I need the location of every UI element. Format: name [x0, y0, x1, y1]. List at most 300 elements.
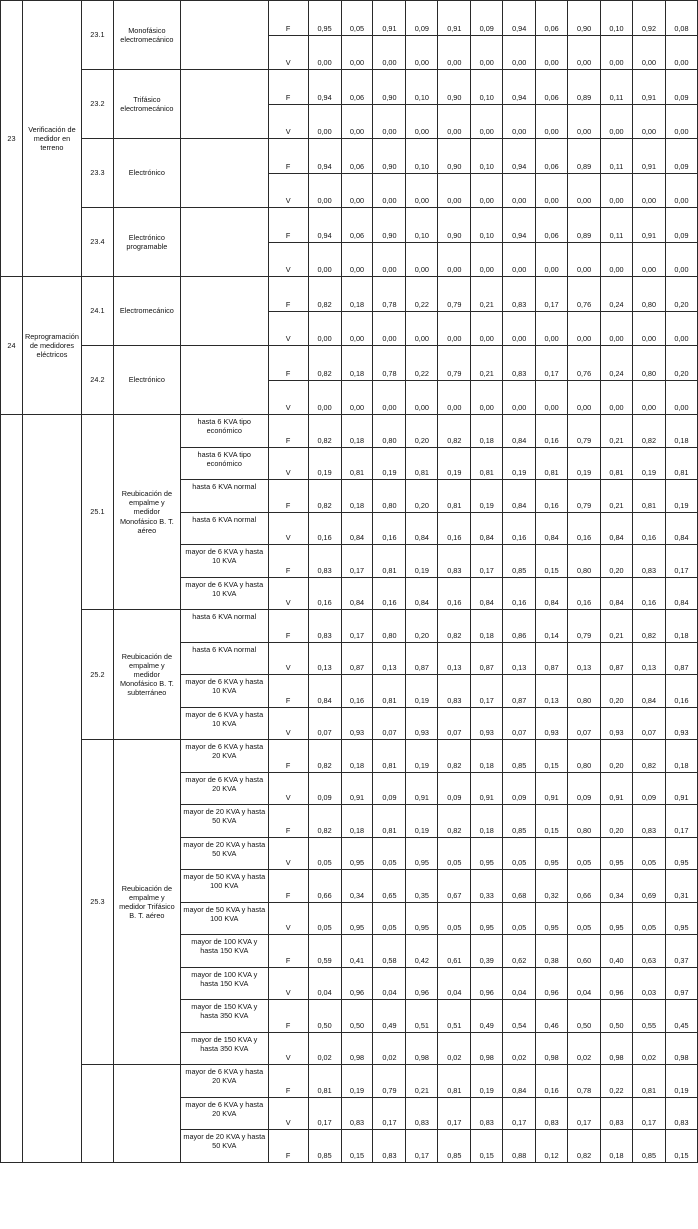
fv-indicator: V [268, 578, 308, 610]
factor-value: 0,15 [536, 545, 568, 578]
factor-value: 0,19 [406, 675, 438, 708]
factor-value: 0,05 [373, 903, 406, 935]
condition-cell: hasta 6 KVA normal [180, 610, 268, 643]
factor-value: 0,20 [601, 805, 633, 838]
condition-cell: hasta 6 KVA tipo económico [180, 448, 268, 480]
factor-value: 0,09 [373, 773, 406, 805]
factor-value: 0,06 [341, 208, 373, 243]
item-description: Trifásico electromecánico [113, 70, 180, 139]
factor-value: 0,81 [536, 448, 568, 480]
fv-indicator: V [268, 968, 308, 1000]
factor-value: 0,20 [406, 415, 438, 448]
factor-value: 0,50 [341, 1000, 373, 1033]
factor-value: 0,95 [406, 903, 438, 935]
factor-value: 0,00 [601, 242, 633, 277]
factor-value: 0,07 [568, 708, 601, 740]
factor-value: 0,16 [536, 1065, 568, 1098]
factor-value: 0,98 [665, 1033, 697, 1065]
table-row [1, 277, 698, 312]
factor-value: 0,40 [601, 935, 633, 968]
factor-value: 0,00 [406, 380, 438, 415]
factor-value: 0,15 [536, 740, 568, 773]
factor-value: 0,16 [438, 578, 471, 610]
factor-value: 0,20 [601, 545, 633, 578]
factor-value: 0,00 [373, 242, 406, 277]
factor-value: 0,79 [373, 1065, 406, 1098]
factor-value: 0,95 [536, 838, 568, 870]
condition-cell: mayor de 20 KVA y hasta 50 KVA [180, 838, 268, 870]
factor-value: 0,17 [568, 1098, 601, 1130]
factor-value: 0,82 [308, 415, 341, 448]
factor-value: 0,11 [601, 208, 633, 243]
fv-indicator: F [268, 277, 308, 312]
fv-indicator: V [268, 708, 308, 740]
factor-value: 0,95 [406, 838, 438, 870]
factor-value: 0,00 [438, 35, 471, 70]
factor-value: 0,00 [536, 380, 568, 415]
factor-value: 0,84 [632, 675, 665, 708]
factor-value: 0,00 [665, 173, 697, 208]
fv-indicator: F [268, 480, 308, 513]
factor-value: 0,00 [601, 173, 633, 208]
factor-value: 0,09 [665, 139, 697, 174]
factor-value: 0,16 [438, 513, 471, 545]
condition-cell: hasta 6 KVA normal [180, 513, 268, 545]
factor-value: 0,81 [373, 805, 406, 838]
factor-value: 0,90 [438, 208, 471, 243]
factor-value: 0,83 [308, 545, 341, 578]
factor-value: 0,19 [503, 448, 536, 480]
factor-value: 0,91 [632, 139, 665, 174]
group-name: Reprogramación de medidores eléctricos [22, 277, 81, 415]
condition-cell: mayor de 6 KVA y hasta 10 KVA [180, 675, 268, 708]
factor-value: 0,84 [341, 578, 373, 610]
factor-value: 0,12 [536, 1130, 568, 1163]
factor-value: 0,06 [536, 70, 568, 105]
factor-value: 0,46 [536, 1000, 568, 1033]
factor-value: 0,04 [308, 968, 341, 1000]
item-code: 23.1 [81, 1, 113, 70]
factor-value: 0,07 [373, 708, 406, 740]
factor-value: 0,67 [438, 870, 471, 903]
factor-value: 0,82 [308, 277, 341, 312]
factor-value: 0,87 [601, 643, 633, 675]
factor-value: 0,91 [373, 1, 406, 36]
factor-value: 0,04 [503, 968, 536, 1000]
factor-value: 0,41 [341, 935, 373, 968]
factor-value: 0,35 [406, 870, 438, 903]
factor-value: 0,00 [632, 104, 665, 139]
table-row [1, 1, 698, 36]
factor-value: 0,94 [308, 70, 341, 105]
factor-value: 0,05 [568, 838, 601, 870]
factor-value: 0,60 [568, 935, 601, 968]
factor-value: 0,11 [601, 70, 633, 105]
factor-value: 0,16 [536, 415, 568, 448]
factor-value: 0,20 [406, 610, 438, 643]
factor-value: 0,19 [373, 448, 406, 480]
fv-indicator: F [268, 610, 308, 643]
factor-value: 0,85 [503, 740, 536, 773]
factor-value: 0,18 [341, 740, 373, 773]
factor-value: 0,87 [536, 643, 568, 675]
factor-value: 0,76 [568, 277, 601, 312]
factor-value: 0,17 [438, 1098, 471, 1130]
factor-value: 0,00 [406, 311, 438, 346]
factor-value: 0,90 [438, 70, 471, 105]
factor-value: 0,91 [536, 773, 568, 805]
item-description [113, 1065, 180, 1163]
factor-value: 0,00 [503, 104, 536, 139]
factor-value: 0,17 [536, 277, 568, 312]
factor-value: 0,81 [601, 448, 633, 480]
table-row [1, 415, 698, 448]
factor-value: 0,76 [568, 346, 601, 381]
factor-value: 0,81 [471, 448, 503, 480]
factor-value: 0,17 [341, 545, 373, 578]
factor-value: 0,18 [471, 805, 503, 838]
condition-cell: mayor de 6 KVA y hasta 10 KVA [180, 545, 268, 578]
factor-value: 0,18 [471, 740, 503, 773]
factor-value: 0,80 [373, 610, 406, 643]
factor-value: 0,20 [406, 480, 438, 513]
factor-value: 0,17 [632, 1098, 665, 1130]
factor-value: 0,18 [665, 415, 697, 448]
factor-value: 0,04 [438, 968, 471, 1000]
factor-value: 0,59 [308, 935, 341, 968]
factor-value: 0,50 [308, 1000, 341, 1033]
factor-value: 0,87 [406, 643, 438, 675]
factor-value: 0,00 [536, 173, 568, 208]
factor-value: 0,00 [632, 173, 665, 208]
factor-value: 0,91 [665, 773, 697, 805]
factor-value: 0,00 [568, 173, 601, 208]
factor-value: 0,00 [665, 35, 697, 70]
factor-value: 0,24 [601, 277, 633, 312]
factor-value: 0,50 [601, 1000, 633, 1033]
factor-value: 0,80 [373, 480, 406, 513]
factor-value: 0,78 [568, 1065, 601, 1098]
factor-value: 0,18 [665, 740, 697, 773]
factor-value: 0,84 [536, 578, 568, 610]
factor-value: 0,00 [406, 242, 438, 277]
factor-value: 0,19 [406, 740, 438, 773]
factor-value: 0,83 [406, 1098, 438, 1130]
table-row [1, 70, 698, 105]
factor-value: 0,00 [536, 35, 568, 70]
factor-value: 0,10 [471, 208, 503, 243]
factor-value: 0,00 [438, 380, 471, 415]
factor-value: 0,16 [308, 578, 341, 610]
factor-value: 0,22 [406, 277, 438, 312]
factor-value: 0,84 [471, 513, 503, 545]
factor-value: 0,06 [536, 1, 568, 36]
factor-value: 0,04 [568, 968, 601, 1000]
factor-value: 0,96 [471, 968, 503, 1000]
factor-value: 0,13 [373, 643, 406, 675]
group-number: 24 [1, 277, 23, 415]
factor-value: 0,00 [373, 380, 406, 415]
condition-cell: mayor de 100 KVA y hasta 150 KVA [180, 968, 268, 1000]
factor-value: 0,05 [373, 838, 406, 870]
factor-value: 0,00 [503, 173, 536, 208]
factor-value: 0,94 [503, 70, 536, 105]
factor-value: 0,82 [438, 740, 471, 773]
condition-cell [180, 70, 268, 139]
factor-value: 0,83 [308, 610, 341, 643]
factor-value: 0,42 [406, 935, 438, 968]
factor-value: 0,90 [568, 1, 601, 36]
condition-cell: hasta 6 KVA normal [180, 643, 268, 675]
factor-value: 0,05 [438, 838, 471, 870]
factor-value: 0,93 [471, 708, 503, 740]
factor-value: 0,31 [665, 870, 697, 903]
factor-value: 0,38 [536, 935, 568, 968]
factor-value: 0,45 [665, 1000, 697, 1033]
factor-value: 0,17 [373, 1098, 406, 1130]
factor-value: 0,20 [601, 675, 633, 708]
factor-value: 0,96 [601, 968, 633, 1000]
factor-value: 0,34 [341, 870, 373, 903]
factor-value: 0,91 [601, 773, 633, 805]
factor-value: 0,15 [341, 1130, 373, 1163]
condition-cell: mayor de 50 KVA y hasta 100 KVA [180, 903, 268, 935]
factor-value: 0,00 [373, 311, 406, 346]
factor-value: 0,09 [308, 773, 341, 805]
factor-value: 0,94 [308, 208, 341, 243]
factor-value: 0,80 [568, 545, 601, 578]
factor-value: 0,92 [632, 1, 665, 36]
table-row [1, 740, 698, 773]
table-row [1, 208, 698, 243]
fv-indicator: V [268, 104, 308, 139]
factor-value: 0,83 [341, 1098, 373, 1130]
factor-value: 0,06 [536, 208, 568, 243]
factor-value: 0,91 [438, 1, 471, 36]
factor-value: 0,81 [438, 480, 471, 513]
factor-value: 0,79 [568, 610, 601, 643]
factor-value: 0,10 [406, 70, 438, 105]
factor-value: 0,00 [568, 311, 601, 346]
fv-indicator: V [268, 35, 308, 70]
factor-value: 0,00 [471, 380, 503, 415]
factor-value: 0,10 [471, 70, 503, 105]
factor-value: 0,00 [438, 104, 471, 139]
factor-value: 0,00 [503, 380, 536, 415]
factor-value: 0,09 [471, 1, 503, 36]
factor-value: 0,05 [308, 838, 341, 870]
factor-value: 0,13 [568, 643, 601, 675]
condition-cell [180, 139, 268, 208]
factor-value: 0,98 [406, 1033, 438, 1065]
factor-value: 0,05 [341, 1, 373, 36]
factor-value: 0,96 [536, 968, 568, 1000]
factor-value: 0,00 [536, 311, 568, 346]
factor-value: 0,00 [471, 311, 503, 346]
factor-value: 0,84 [665, 578, 697, 610]
fv-indicator: V [268, 1033, 308, 1065]
condition-cell: hasta 6 KVA normal [180, 480, 268, 513]
factor-value: 0,82 [308, 346, 341, 381]
factor-value: 0,98 [601, 1033, 633, 1065]
factor-value: 0,90 [438, 139, 471, 174]
factor-value: 0,19 [341, 1065, 373, 1098]
factor-value: 0,00 [341, 311, 373, 346]
factor-value: 0,00 [601, 311, 633, 346]
factor-value: 0,19 [632, 448, 665, 480]
factor-value: 0,05 [568, 903, 601, 935]
factor-value: 0,16 [373, 513, 406, 545]
factor-value: 0,94 [503, 1, 536, 36]
factor-value: 0,87 [665, 643, 697, 675]
factor-value: 0,89 [568, 208, 601, 243]
factor-value: 0,93 [341, 708, 373, 740]
item-description: Monofásico electromecánico [113, 1, 180, 70]
factor-value: 0,10 [471, 139, 503, 174]
table-row [1, 139, 698, 174]
condition-cell: mayor de 6 KVA y hasta 20 KVA [180, 1065, 268, 1098]
factor-value: 0,49 [471, 1000, 503, 1033]
fv-indicator: F [268, 346, 308, 381]
fv-indicator: V [268, 643, 308, 675]
factor-value: 0,09 [665, 70, 697, 105]
factor-value: 0,00 [373, 104, 406, 139]
factor-value: 0,34 [601, 870, 633, 903]
factor-value: 0,13 [632, 643, 665, 675]
item-description: Reubicación de empalme y medidor Monofásico B. T. subterráneo [113, 610, 180, 740]
condition-cell: mayor de 6 KVA y hasta 20 KVA [180, 773, 268, 805]
fv-indicator: V [268, 513, 308, 545]
fv-indicator: V [268, 448, 308, 480]
factor-value: 0,98 [536, 1033, 568, 1065]
factor-value: 0,05 [632, 838, 665, 870]
factor-value: 0,19 [406, 805, 438, 838]
item-code: 24.1 [81, 277, 113, 346]
factor-value: 0,66 [308, 870, 341, 903]
item-description: Reubicación de empalme y medidor Trifásico B. T. aéreo [113, 740, 180, 1065]
factor-value: 0,00 [406, 173, 438, 208]
factor-value: 0,18 [665, 610, 697, 643]
factor-value: 0,95 [308, 1, 341, 36]
condition-cell [180, 208, 268, 277]
condition-cell [180, 277, 268, 346]
factor-value: 0,62 [503, 935, 536, 968]
factor-value: 0,21 [601, 415, 633, 448]
factor-value: 0,88 [503, 1130, 536, 1163]
factor-value: 0,00 [536, 104, 568, 139]
factor-value: 0,15 [665, 1130, 697, 1163]
factor-value: 0,16 [503, 513, 536, 545]
item-code [81, 1065, 113, 1163]
factor-value: 0,14 [536, 610, 568, 643]
fv-indicator: V [268, 773, 308, 805]
factor-value: 0,94 [503, 139, 536, 174]
factor-value: 0,00 [601, 35, 633, 70]
factor-value: 0,00 [632, 311, 665, 346]
condition-cell: mayor de 150 KVA y hasta 350 KVA [180, 1000, 268, 1033]
factor-value: 0,00 [438, 311, 471, 346]
factor-value: 0,91 [471, 773, 503, 805]
item-description: Reubicación de empalme y medidor Monofásico B. T. aéreo [113, 415, 180, 610]
factor-value: 0,87 [471, 643, 503, 675]
fv-indicator: F [268, 70, 308, 105]
condition-cell: mayor de 20 KVA y hasta 50 KVA [180, 805, 268, 838]
factor-value: 0,13 [503, 643, 536, 675]
factor-value: 0,16 [632, 578, 665, 610]
factor-value: 0,81 [406, 448, 438, 480]
factor-value: 0,00 [503, 311, 536, 346]
table-row [1, 346, 698, 381]
factor-value: 0,82 [568, 1130, 601, 1163]
factor-value: 0,08 [665, 1, 697, 36]
factor-value: 0,91 [406, 773, 438, 805]
factor-value: 0,07 [308, 708, 341, 740]
factor-value: 0,85 [308, 1130, 341, 1163]
factor-value: 0,95 [471, 838, 503, 870]
factor-value: 0,15 [536, 805, 568, 838]
factor-value: 0,00 [601, 104, 633, 139]
factor-value: 0,13 [536, 675, 568, 708]
factor-value: 0,17 [536, 346, 568, 381]
factor-value: 0,05 [308, 903, 341, 935]
factor-value: 0,79 [438, 277, 471, 312]
factor-value: 0,09 [503, 773, 536, 805]
factor-value: 0,03 [632, 968, 665, 1000]
condition-cell: mayor de 6 KVA y hasta 20 KVA [180, 740, 268, 773]
factor-value: 0,95 [601, 838, 633, 870]
fv-indicator: V [268, 1098, 308, 1130]
item-code: 23.2 [81, 70, 113, 139]
factor-value: 0,97 [665, 968, 697, 1000]
factor-value: 0,19 [471, 480, 503, 513]
fv-indicator: F [268, 675, 308, 708]
factor-value: 0,15 [471, 1130, 503, 1163]
item-description: Electrónico programable [113, 208, 180, 277]
factor-value: 0,00 [601, 380, 633, 415]
factor-value: 0,78 [373, 277, 406, 312]
fv-indicator: F [268, 545, 308, 578]
table-row [1, 610, 698, 643]
fv-indicator: F [268, 139, 308, 174]
condition-cell: hasta 6 KVA tipo económico [180, 415, 268, 448]
condition-cell [180, 346, 268, 415]
factor-value: 0,02 [632, 1033, 665, 1065]
factor-value: 0,68 [503, 870, 536, 903]
factor-value: 0,00 [536, 242, 568, 277]
factor-value: 0,19 [438, 448, 471, 480]
factor-value: 0,19 [471, 1065, 503, 1098]
factor-value: 0,80 [568, 740, 601, 773]
factor-value: 0,16 [632, 513, 665, 545]
factor-value: 0,18 [471, 610, 503, 643]
factor-value: 0,94 [308, 139, 341, 174]
factor-value: 0,13 [438, 643, 471, 675]
condition-cell: mayor de 20 KVA y hasta 50 KVA [180, 1130, 268, 1163]
factor-value: 0,18 [341, 805, 373, 838]
factor-value: 0,05 [632, 903, 665, 935]
fv-indicator: V [268, 311, 308, 346]
factor-value: 0,91 [632, 70, 665, 105]
factor-value: 0,21 [471, 277, 503, 312]
factor-value: 0,83 [373, 1130, 406, 1163]
fv-indicator: F [268, 740, 308, 773]
factor-value: 0,00 [568, 380, 601, 415]
factor-value: 0,33 [471, 870, 503, 903]
factor-value: 0,16 [503, 578, 536, 610]
factor-value: 0,00 [438, 242, 471, 277]
factor-value: 0,85 [503, 545, 536, 578]
factor-value: 0,95 [341, 838, 373, 870]
